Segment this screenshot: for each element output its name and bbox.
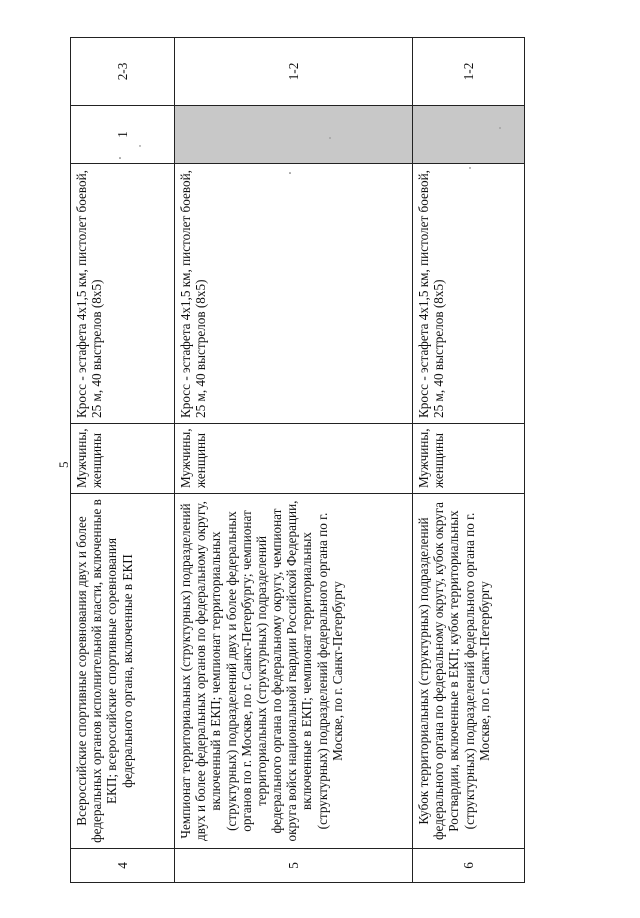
sex-cell: Мужчины, женщины	[175, 424, 413, 494]
shaded-cell	[175, 106, 413, 164]
sex-cell: Мужчины, женщины	[413, 424, 525, 494]
discipline-cell: Кросс - эстафета 4х1,5 км, пистолет боевой, 25 м, 40 выстрелов (8х5)	[71, 164, 175, 424]
competition-name: Кубок территориальных (структурных) подразделений федерального органа по федеральному округу, кубок округа Росгвардии, включенные в ЕКП; кубок территориальных (структурных) подразделений федерального органа по г. Москве, по г. Санкт-Петербургу	[413, 494, 525, 849]
competition-name: Чемпионат территориальных (структурных) подразделений двух и более федеральных органов по федеральному округу, включенный в ЕКП; чемпионат территориальных (структурных) подразделений двух и более федеральных органов по г. Москве, по г. Санкт-Петербургу; чемпионат территориальных (структурных) подразделений федерального органа по федеральному округу, чемпионат округа войск национальной гвардии Российской Федерации, включенные в ЕКП; чемпионат территориальных (структурных) подразделений федерального органа по г. Москве, по г. Санкт-Петербургу	[175, 494, 413, 849]
column-five-cell: 1	[71, 106, 175, 164]
places-cell: 2-3	[71, 38, 175, 106]
row-number: 6	[413, 849, 525, 883]
discipline-cell: Кросс - эстафета 4х1,5 км, пистолет боевой, 25 м, 40 выстрелов (8х5)	[175, 164, 413, 424]
discipline-cell: Кросс - эстафета 4х1,5 км, пистолет боевой, 25 м, 40 выстрелов (8х5)	[413, 164, 525, 424]
competition-name: Всероссийские спортивные соревнования двух и более федеральных органов исполнительной власти, включенные в ЕКП; всероссийские спортивные соревнования федерального органа, включенные в ЕКП	[71, 494, 175, 849]
table-row	[413, 38, 525, 883]
competition-table	[70, 37, 525, 883]
table-row	[175, 38, 413, 883]
places-cell: 1-2	[413, 38, 525, 106]
sex-cell: Мужчины, женщины	[71, 424, 175, 494]
page-number: 5	[56, 461, 71, 468]
places-cell: 1-2	[175, 38, 413, 106]
shaded-cell	[413, 106, 525, 164]
table-row	[71, 38, 175, 883]
row-number: 4	[71, 849, 175, 883]
row-number: 5	[175, 849, 413, 883]
